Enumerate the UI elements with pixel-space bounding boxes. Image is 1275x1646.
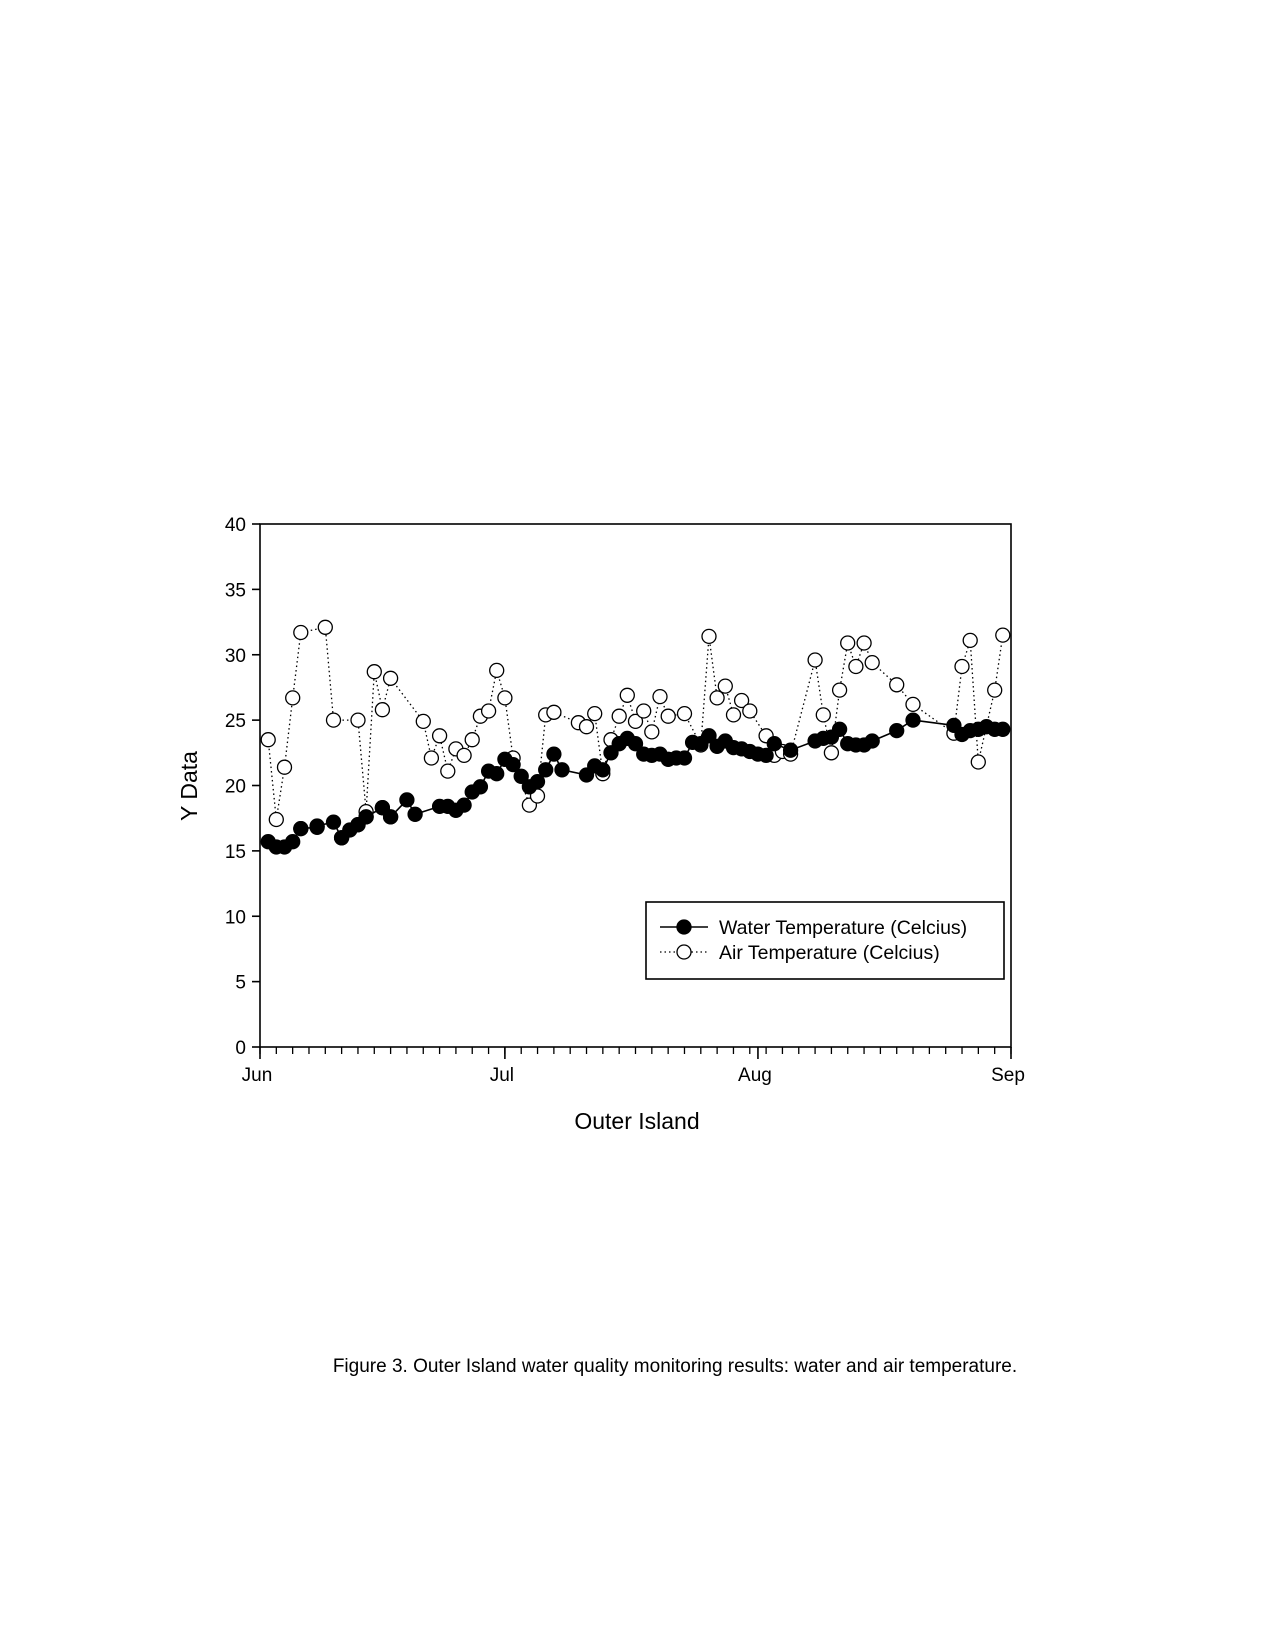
legend bbox=[646, 902, 1004, 979]
air-temperature-point bbox=[318, 620, 332, 634]
x-tick-label: Aug bbox=[738, 1065, 772, 1086]
air-temperature-point bbox=[433, 729, 447, 743]
air-temperature-point bbox=[963, 633, 977, 647]
water-temperature-point bbox=[767, 737, 781, 751]
water-temperature-point bbox=[473, 780, 487, 794]
water-temperature-point bbox=[539, 763, 553, 777]
air-temperature-point bbox=[865, 656, 879, 670]
air-temperature-point bbox=[547, 705, 561, 719]
y-tick-label: 5 bbox=[235, 972, 246, 994]
air-temperature-point bbox=[465, 733, 479, 747]
water-temperature-point bbox=[327, 815, 341, 829]
legend-water-marker bbox=[677, 920, 691, 934]
air-temperature-point bbox=[653, 690, 667, 704]
air-temperature-point bbox=[424, 751, 438, 765]
water-temperature-point bbox=[384, 810, 398, 824]
legend-air-marker bbox=[677, 945, 691, 959]
air-temperature-point bbox=[351, 713, 365, 727]
x-axis-title: Outer Island bbox=[574, 1108, 700, 1134]
air-temperature-point bbox=[816, 708, 830, 722]
air-temperature-point bbox=[441, 764, 455, 778]
air-temperature-point bbox=[490, 663, 504, 677]
y-tick-label: 20 bbox=[224, 776, 246, 798]
air-temperature-point bbox=[416, 714, 430, 728]
y-tick-label: 0 bbox=[235, 1038, 246, 1059]
water-temperature-point bbox=[865, 734, 879, 748]
water-temperature-point bbox=[547, 747, 561, 761]
water-temperature-point bbox=[890, 724, 904, 738]
air-temperature-point bbox=[890, 678, 904, 692]
y-axis bbox=[225, 515, 260, 1059]
y-tick-label: 30 bbox=[224, 645, 246, 667]
air-temperature-point bbox=[841, 636, 855, 650]
air-temperature-point bbox=[996, 628, 1010, 642]
air-temperature-point bbox=[375, 703, 389, 717]
air-temperature-point bbox=[457, 748, 471, 762]
water-temperature-point bbox=[906, 713, 920, 727]
air-temperature-point bbox=[612, 709, 626, 723]
water-temperature-point bbox=[678, 751, 692, 765]
water-temperature-point bbox=[310, 819, 324, 833]
x-tick-label: Jul bbox=[489, 1065, 515, 1086]
air-temperature-point bbox=[580, 720, 594, 734]
y-tick-label: 40 bbox=[224, 515, 246, 536]
air-temperature-point bbox=[971, 755, 985, 769]
air-temperature-point bbox=[498, 691, 512, 705]
air-temperature-point bbox=[906, 697, 920, 711]
air-temperature-point bbox=[678, 707, 692, 721]
air-temperature-point bbox=[718, 679, 732, 693]
air-temperature-point bbox=[702, 629, 716, 643]
air-temperature-point bbox=[988, 683, 1002, 697]
x-tick-label: Jun bbox=[241, 1065, 273, 1086]
water-temperature-point bbox=[996, 722, 1010, 736]
y-tick-label: 25 bbox=[224, 711, 246, 733]
air-temperature-point bbox=[645, 725, 659, 739]
air-temperature-point bbox=[743, 704, 757, 718]
water-temperature-point bbox=[408, 807, 422, 821]
air-temperature-point bbox=[955, 660, 969, 674]
y-tick-label: 35 bbox=[224, 580, 246, 602]
air-temperature-point bbox=[637, 704, 651, 718]
x-axis bbox=[242, 1047, 1025, 1086]
air-temperature-point bbox=[286, 691, 300, 705]
legend-box bbox=[646, 902, 1004, 979]
air-temperature-point bbox=[857, 636, 871, 650]
y-tick-label: 15 bbox=[224, 841, 246, 863]
air-temperature-point bbox=[833, 683, 847, 697]
x-tick-label: Sep bbox=[991, 1065, 1025, 1086]
water-temperature-point bbox=[555, 763, 569, 777]
figure-caption: Figure 3. Outer Island water quality monitoring results: water and air temperature. bbox=[332, 1356, 1018, 1377]
air-temperature-point bbox=[808, 653, 822, 667]
air-temperature-point bbox=[367, 665, 381, 679]
legend-water-label: Water Temperature (Celcius) bbox=[719, 917, 968, 939]
legend-air-label: Air Temperature (Celcius) bbox=[719, 942, 940, 964]
air-temperature-point bbox=[588, 707, 602, 721]
air-temperature-point bbox=[384, 671, 398, 685]
water-temperature-point bbox=[596, 763, 610, 777]
water-temperature-point bbox=[400, 793, 414, 807]
air-temperature-point bbox=[269, 813, 283, 827]
air-temperature-point bbox=[294, 626, 308, 640]
water-temperature-point bbox=[286, 835, 300, 849]
water-temperature-point bbox=[359, 810, 373, 824]
water-temperature-point bbox=[833, 722, 847, 736]
air-temperature-point bbox=[849, 660, 863, 674]
air-temperature-point bbox=[482, 704, 496, 718]
water-temperature-series bbox=[261, 713, 1010, 854]
water-temperature-point bbox=[294, 822, 308, 836]
air-temperature-point bbox=[327, 713, 341, 727]
air-temperature-point bbox=[661, 709, 675, 723]
air-temperature-point bbox=[824, 746, 838, 760]
air-temperature-point bbox=[261, 733, 275, 747]
water-temperature-point bbox=[490, 767, 504, 781]
air-temperature-point bbox=[278, 760, 292, 774]
y-tick-label: 10 bbox=[224, 907, 246, 929]
water-temperature-point bbox=[784, 743, 798, 757]
y-axis-title: Y Data bbox=[176, 751, 202, 821]
air-temperature-point bbox=[620, 688, 634, 702]
water-temperature-point bbox=[457, 798, 471, 812]
air-temperature-point bbox=[727, 708, 741, 722]
